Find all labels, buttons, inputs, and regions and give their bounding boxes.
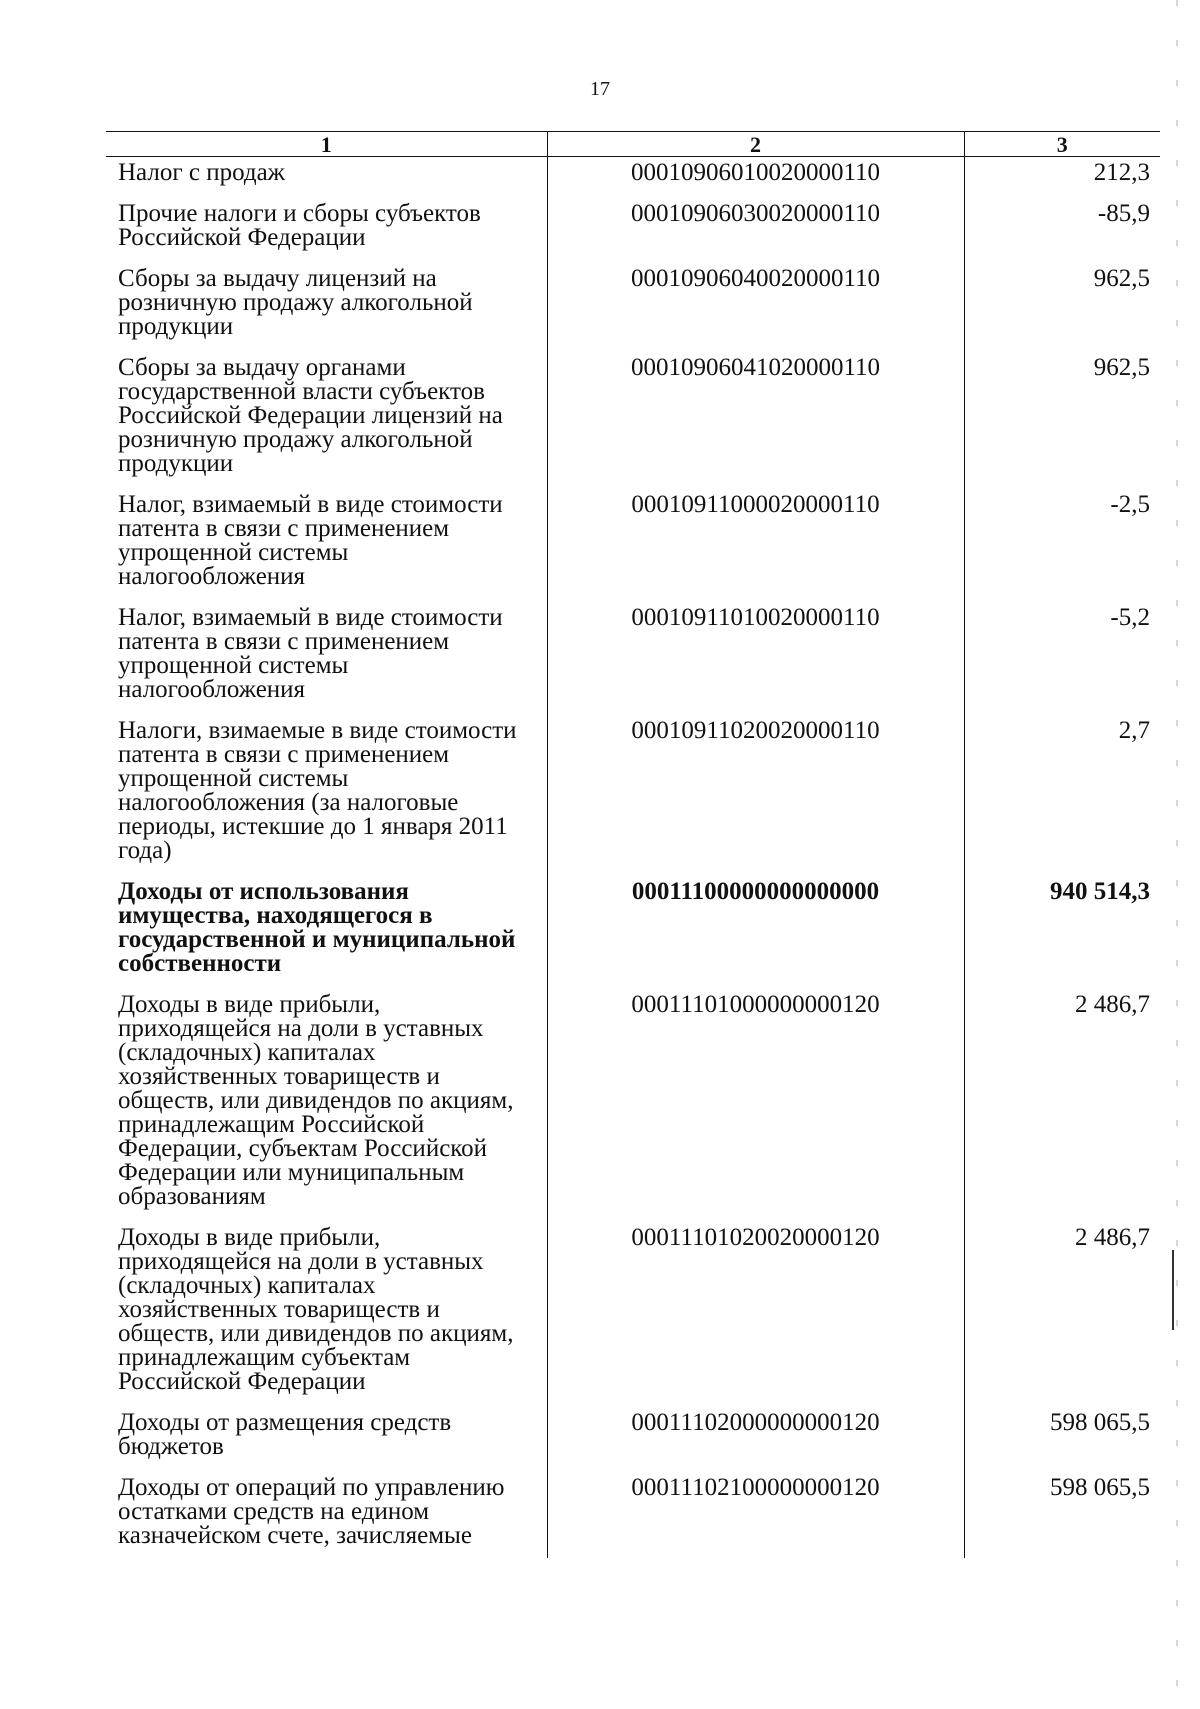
row-code-cell: 00010906030020000110 bbox=[547, 202, 964, 267]
row-value-cell: -2,5 bbox=[964, 493, 1160, 606]
row-value-cell: 2,7 bbox=[964, 719, 1160, 880]
row-name-cell: Доходы в виде прибыли, приходящейся на доли в уставных (складочных) капиталах хозяйственных товариществ и обществ, или дивидендов по акциям, принадлежащим Российской Федерации, субъектам Российской Федерации или муниципальным образованиям bbox=[118, 991, 514, 1210]
row-value-cell: 962,5 bbox=[964, 267, 1160, 356]
row-value-cell: 962,5 bbox=[964, 356, 1160, 493]
table-header-row bbox=[106, 132, 1160, 157]
row-code-cell: 00011100000000000000 bbox=[547, 880, 964, 993]
row-value-cell: 2 486,7 bbox=[964, 1226, 1160, 1411]
row-code-cell: 00010911010020000110 bbox=[547, 606, 964, 719]
table-row bbox=[106, 202, 1160, 267]
row-code-cell: 00011101020020000120 bbox=[547, 1226, 964, 1411]
table-row bbox=[106, 267, 1160, 356]
row-name-cell: Доходы от использования имущества, находящегося в государственной и муниципальной собственности bbox=[118, 878, 516, 977]
table-body bbox=[106, 157, 1160, 1559]
scan-edge-bar bbox=[1172, 1250, 1174, 1330]
table-row bbox=[106, 1411, 1160, 1476]
row-name-cell: Налог, взимаемый в виде стоимости патента в связи с применением упрощенной системы налогообложения bbox=[118, 604, 503, 703]
row-name-cell: Налоги, взимаемые в виде стоимости патента в связи с применением упрощенной системы налогообложения (за налоговые периоды, истекшие до 1 января 2011 года) bbox=[118, 717, 517, 864]
column-header-2: 2 bbox=[547, 132, 964, 157]
row-value-cell: -85,9 bbox=[964, 202, 1160, 267]
row-name-cell: Налог с продаж bbox=[118, 159, 285, 186]
row-value-cell: 598 065,5 bbox=[964, 1476, 1160, 1558]
row-code-cell: 00011101000000000120 bbox=[547, 993, 964, 1226]
table-row bbox=[106, 880, 1160, 993]
table-row bbox=[106, 157, 1160, 203]
revenue-table bbox=[106, 131, 1160, 1558]
row-code-cell: 00011102000000000120 bbox=[547, 1411, 964, 1476]
row-name-cell: Прочие налоги и сборы субъектов Российской Федерации bbox=[118, 200, 481, 251]
row-name-cell: Доходы в виде прибыли, приходящейся на доли в уставных (складочных) капиталах хозяйственных товариществ и обществ, или дивидендов по акциям, принадлежащим субъектам Российской Федерации bbox=[118, 1224, 514, 1395]
row-code-cell: 00010911000020000110 bbox=[547, 493, 964, 606]
table-row bbox=[106, 356, 1160, 493]
column-header-3: 3 bbox=[964, 132, 1160, 157]
row-code-cell: 00011102100000000120 bbox=[547, 1476, 964, 1558]
row-code-cell: 00010906010020000110 bbox=[547, 157, 964, 203]
row-name-cell: Сборы за выдачу лицензий на розничную продажу алкогольной продукции bbox=[118, 265, 473, 340]
row-code-cell: 00010911020020000110 bbox=[547, 719, 964, 880]
row-code-cell: 00010906040020000110 bbox=[547, 267, 964, 356]
table-row bbox=[106, 1226, 1160, 1411]
table-row bbox=[106, 1476, 1160, 1558]
row-value-cell: 212,3 bbox=[964, 157, 1160, 203]
row-value-cell: 940 514,3 bbox=[964, 880, 1160, 993]
row-name-cell: Налог, взимаемый в виде стоимости патента в связи с применением упрощенной системы налогообложения bbox=[118, 491, 503, 590]
row-value-cell: 2 486,7 bbox=[964, 993, 1160, 1226]
table-row bbox=[106, 993, 1160, 1226]
row-value-cell: -5,2 bbox=[964, 606, 1160, 719]
table-row bbox=[106, 606, 1160, 719]
table-row bbox=[106, 493, 1160, 606]
row-value-cell: 598 065,5 bbox=[964, 1411, 1160, 1476]
row-name-cell: Доходы от операций по управлению остатками средств на едином казначейском счете, зачисляемые bbox=[118, 1474, 505, 1549]
row-code-cell: 00010906041020000110 bbox=[547, 356, 964, 493]
row-name-cell: Доходы от размещения средств бюджетов bbox=[118, 1409, 452, 1460]
column-header-1: 1 bbox=[106, 132, 547, 157]
page-number: 17 bbox=[590, 78, 610, 100]
row-name-cell: Сборы за выдачу органами государственной власти субъектов Российской Федерации лицензий на розничную продажу алкогольной продукции bbox=[118, 354, 503, 477]
table-row bbox=[106, 719, 1160, 880]
scan-edge-marks bbox=[1176, 0, 1178, 1709]
